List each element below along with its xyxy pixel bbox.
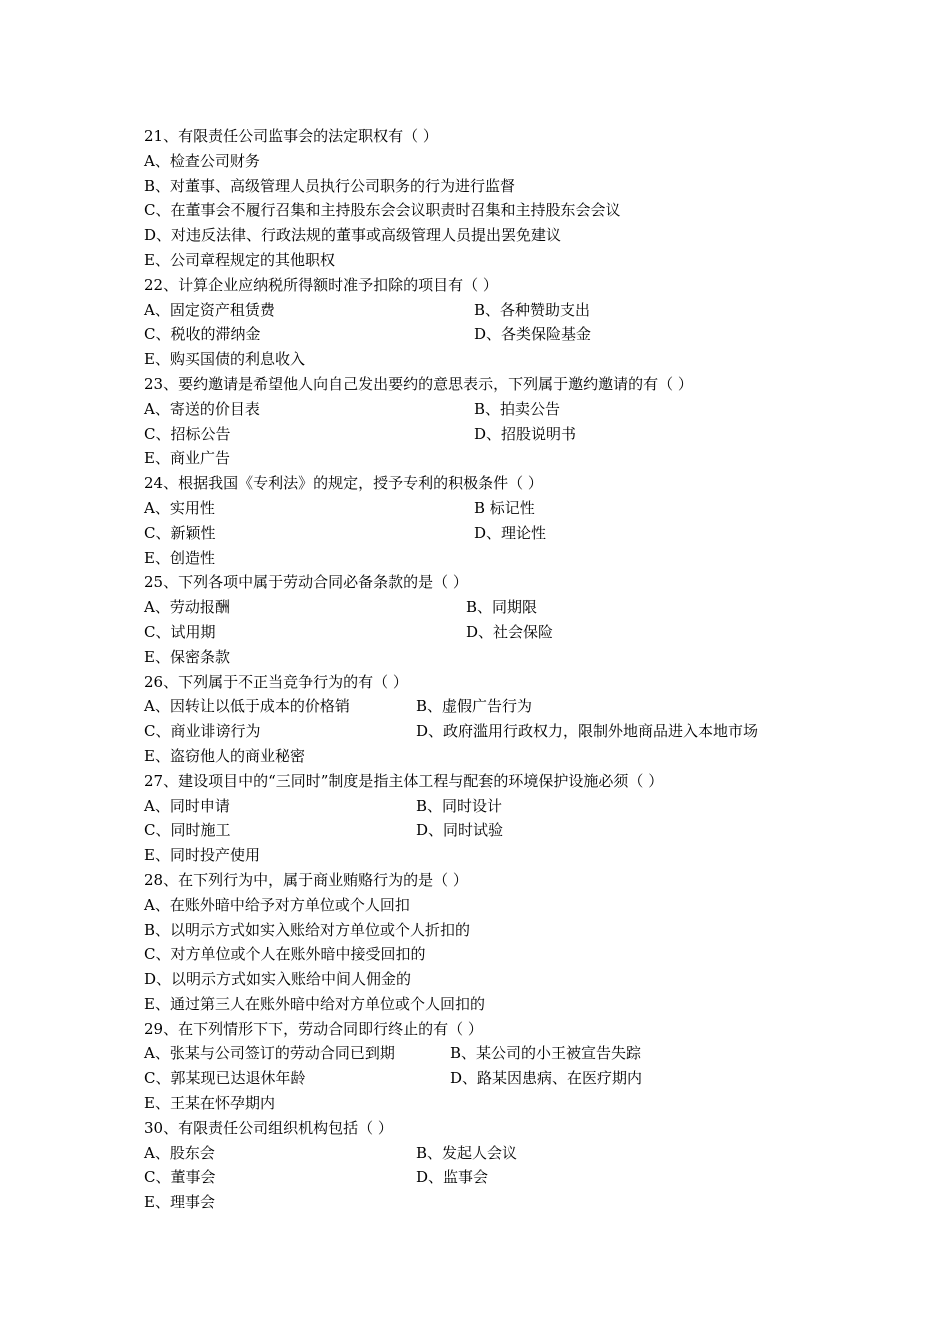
exam-document <box>144 124 824 1215</box>
question-text <box>144 670 824 695</box>
option-line <box>144 1091 824 1116</box>
option-line <box>144 1165 824 1190</box>
question-text <box>144 1116 824 1141</box>
option-text: B、同期限 <box>466 598 538 617</box>
question-text <box>144 273 824 298</box>
option-line <box>144 992 824 1017</box>
option-line <box>144 422 824 447</box>
option-line <box>144 397 824 422</box>
option-text: E、商业广告 <box>144 449 230 468</box>
option-line <box>144 223 824 248</box>
option-text: D、监事会 <box>416 1168 489 1187</box>
option-text: B、各种赞助支出 <box>474 300 591 319</box>
question-text <box>144 570 824 595</box>
option-text: C、对方单位或个人在账外暗中接受回扣的 <box>144 945 426 964</box>
option-text: E、理事会 <box>144 1193 215 1212</box>
option-line <box>144 496 824 521</box>
option-line <box>144 818 824 843</box>
option-text: C、董事会 <box>144 1168 216 1187</box>
question-text <box>144 124 824 149</box>
option-line <box>144 918 824 943</box>
option-text: A、因转让以低于成本的价格销 <box>144 697 350 716</box>
option-text: A、检查公司财务 <box>144 151 260 170</box>
option-text: D、同时试验 <box>416 821 504 840</box>
option-line <box>144 967 824 992</box>
option-line <box>144 744 824 769</box>
option-text: E、公司章程规定的其他职权 <box>144 250 335 269</box>
option-text: A、固定资产租赁费 <box>144 300 275 319</box>
question-text <box>144 372 824 397</box>
question-text <box>144 769 824 794</box>
option-text: D、各类保险基金 <box>474 325 592 344</box>
option-text: D、政府滥用行政权力，限制外地商品进入本地市场 <box>416 722 759 741</box>
option-line <box>144 521 824 546</box>
option-text: B、对董事、高级管理人员执行公司职务的行为进行监督 <box>144 176 516 195</box>
option-text: A、同时申请 <box>144 796 230 815</box>
question-stem: 27、建设项目中的“三同时”制度是指主体工程与配套的环境保护设施必须（ ） <box>144 771 664 790</box>
option-text: C、招标公告 <box>144 424 231 443</box>
question-stem: 28、在下列行为中，属于商业贿赂行为的是（ ） <box>144 870 468 889</box>
option-text: E、保密条款 <box>144 647 230 666</box>
option-line <box>144 620 824 645</box>
option-text: B、同时设计 <box>416 796 503 815</box>
option-text: A、张某与公司签订的劳动合同已到期 <box>144 1044 395 1063</box>
option-line <box>144 446 824 471</box>
option-text: B、某公司的小王被宣告失踪 <box>450 1044 642 1063</box>
option-line <box>144 149 824 174</box>
option-text: C、郭某现已达退休年龄 <box>144 1069 306 1088</box>
option-line <box>144 645 824 670</box>
option-line <box>144 347 824 372</box>
option-line <box>144 893 824 918</box>
question-stem: 30、有限责任公司组织机构包括（ ） <box>144 1118 393 1137</box>
option-text: B、以明示方式如实入账给对方单位或个人折扣的 <box>144 920 471 939</box>
option-text: A、在账外暗中给予对方单位或个人回扣 <box>144 895 410 914</box>
question-text <box>144 1017 824 1042</box>
option-text: C、税收的滞纳金 <box>144 325 261 344</box>
option-text: A、寄送的价目表 <box>144 399 260 418</box>
question-stem: 23、要约邀请是希望他人向自己发出要约的意思表示，下列属于邀约邀请的有（ ） <box>144 374 693 393</box>
option-text: D、社会保险 <box>466 622 554 641</box>
option-text: E、同时投产使用 <box>144 846 260 865</box>
option-text: C、新颖性 <box>144 523 216 542</box>
option-line <box>144 719 824 744</box>
question-stem: 22、计算企业应纳税所得额时准予扣除的项目有（ ） <box>144 275 498 294</box>
option-text: E、盗窃他人的商业秘密 <box>144 746 305 765</box>
option-line <box>144 694 824 719</box>
option-text: C、同时施工 <box>144 821 231 840</box>
option-line <box>144 198 824 223</box>
option-text: A、实用性 <box>144 498 215 517</box>
question-text <box>144 868 824 893</box>
option-text: A、股东会 <box>144 1143 215 1162</box>
option-line <box>144 248 824 273</box>
option-line <box>144 794 824 819</box>
question-stem: 21、有限责任公司监事会的法定职权有（ ） <box>144 127 438 145</box>
option-text: D、以明示方式如实入账给中间人佣金的 <box>144 970 412 989</box>
option-line <box>144 1066 824 1091</box>
option-text: E、王某在怀孕期内 <box>144 1094 275 1113</box>
option-line <box>144 1041 824 1066</box>
question-stem: 29、在下列情形下下，劳动合同即行终止的有（ ） <box>144 1019 483 1038</box>
option-line <box>144 546 824 571</box>
option-text: B、拍卖公告 <box>474 399 561 418</box>
question-stem: 26、下列属于不正当竞争行为的有（ ） <box>144 672 408 691</box>
option-line <box>144 843 824 868</box>
option-text: C、在董事会不履行召集和主持股东会会议职责时召集和主持股东会会议 <box>144 201 621 220</box>
option-text: C、试用期 <box>144 622 216 641</box>
question-stem: 24、根据我国《专利法》的规定，授予专利的积极条件（ ） <box>144 474 543 493</box>
option-line <box>144 298 824 323</box>
option-line <box>144 1141 824 1166</box>
option-text: A、劳动报酬 <box>144 598 230 617</box>
option-line <box>144 595 824 620</box>
option-text: B、发起人会议 <box>416 1143 518 1162</box>
option-line <box>144 1190 824 1215</box>
option-text: C、商业诽谤行为 <box>144 722 261 741</box>
option-text: B、虚假广告行为 <box>416 697 533 716</box>
option-text: D、对违反法律、行政法规的董事或高级管理人员提出罢免建议 <box>144 226 562 245</box>
question-text <box>144 471 824 496</box>
option-line <box>144 322 824 347</box>
option-text: D、路某因患病、在医疗期内 <box>450 1069 643 1088</box>
option-text: E、创造性 <box>144 548 215 567</box>
option-text: E、购买国债的利息收入 <box>144 350 305 369</box>
option-text: D、理论性 <box>474 523 547 542</box>
option-text: B 标记性 <box>474 498 535 517</box>
option-line <box>144 942 824 967</box>
option-text: D、招股说明书 <box>474 424 577 443</box>
question-stem: 25、下列各项中属于劳动合同必备条款的是（ ） <box>144 573 468 592</box>
option-line <box>144 174 824 199</box>
option-text: E、通过第三人在账外暗中给对方单位或个人回扣的 <box>144 994 485 1013</box>
